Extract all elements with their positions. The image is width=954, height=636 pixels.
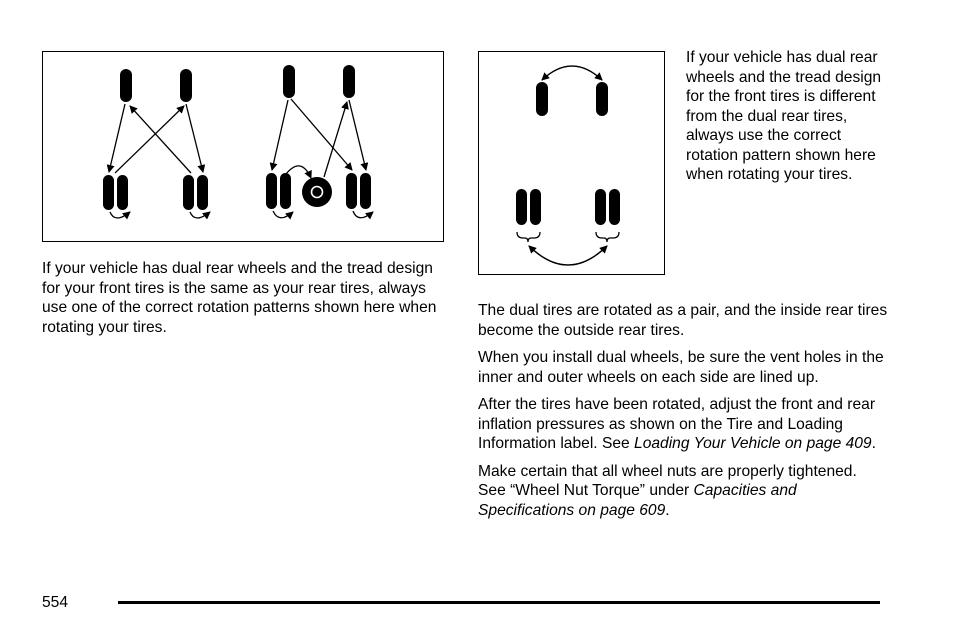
front-right-tire [343,65,355,98]
right-figure-caption: If your vehicle has dual rear wheels and the tread design for the front tires is different from the dual rear tires, always use the correct rotation pattern shown here when rotating your tires. [686,49,882,183]
rear-left-inner-tire [516,189,527,225]
rotation-diagram-same-tread-svg [43,52,445,243]
front-right-tire [596,82,608,116]
paragraph: When you install dual wheels, be sure the vent holes in the inner and outer wheels on each side are lined up. [478,349,884,386]
rear-right-inner-tire [183,175,194,210]
rear-right-inner-tire [346,173,357,209]
paragraph [478,462,888,521]
rear-left-inner-tire [266,173,277,209]
front-left-tire [120,69,132,102]
rear-right-outer-tire [197,175,208,210]
front-left-tire [536,82,548,116]
cross-reference-link[interactable]: Loading Your Vehicle on page 409 [634,435,872,452]
right-body-text [478,301,888,520]
paragraph: The dual tires are rotated as a pair, and the inside rear tires become the outside rear tires. [478,302,888,339]
rear-left-outer-tire [530,189,541,225]
rear-left-outer-tire [117,175,128,210]
rear-right-outer-tire [360,173,371,209]
front-right-tire [180,69,192,102]
paragraph [478,395,888,454]
paragraph-text: . [665,501,670,519]
paragraph-text: Make certain that all wheel nuts are properly tightened. See “Wheel Nut Torque” under [478,462,857,499]
footer-rule [118,601,880,604]
rotation-diagram-different-tread [478,51,665,275]
cross-reference-link[interactable]: Capacities and Specifications on page 609 [478,482,797,519]
paragraph-text: After the tires have been rotated, adjust the front and rear inflation pressures as shown on the Tire and Loading Information label. See [478,396,876,452]
rear-right-outer-tire [609,189,620,225]
page-number: 554 [42,594,69,611]
rear-right-inner-tire [595,189,606,225]
front-left-tire [283,65,295,98]
spare-tire-icon [302,177,332,207]
rear-left-inner-tire [103,175,114,210]
rotation-diagram-different-tread-svg [479,52,666,276]
paragraph-text: . [871,435,876,452]
left-figure-caption: If your vehicle has dual rear wheels and the tread design for your front tires is the same as your rear tires, always use one of the correct rotation patterns shown here when rotating your tires. [42,260,437,336]
rotation-diagram-same-tread [42,51,444,242]
rear-left-outer-tire [280,173,291,209]
